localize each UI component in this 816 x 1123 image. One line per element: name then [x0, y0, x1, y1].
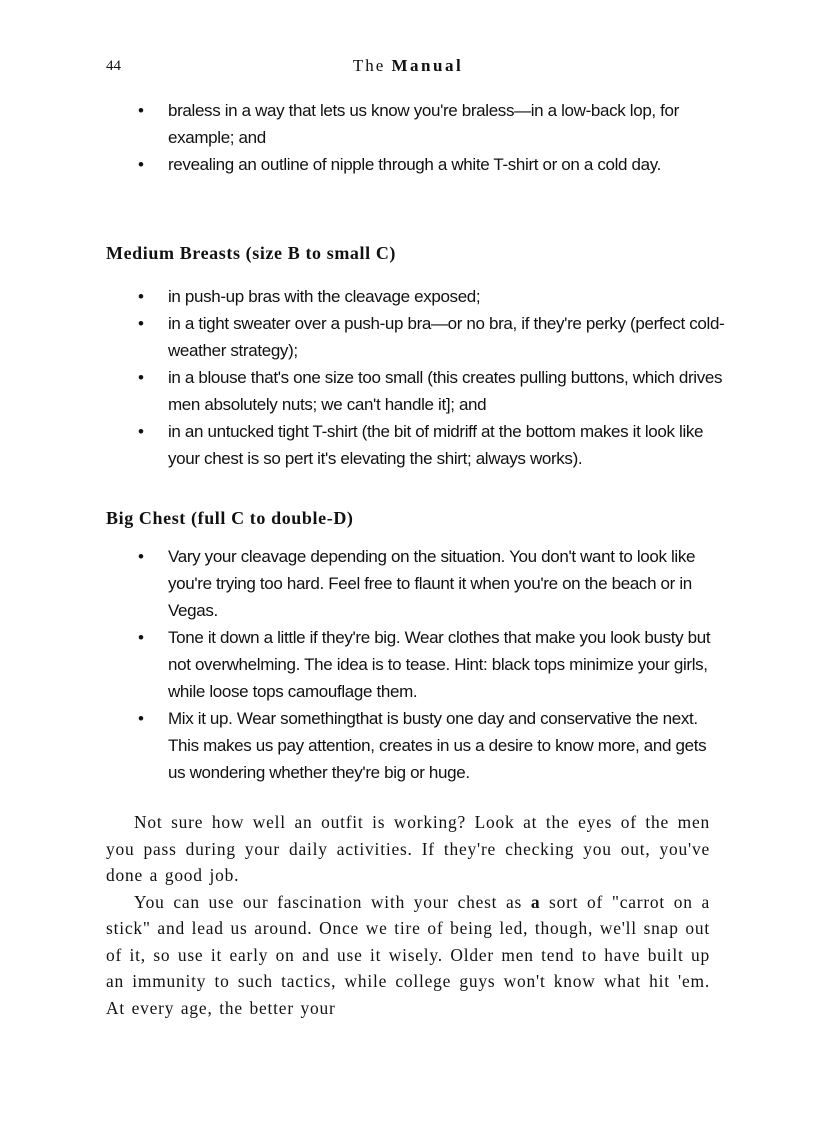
paragraph — [106, 889, 710, 1022]
list-item-text: in push-up bras with the cleavage exposed; — [168, 287, 481, 306]
bullet-icon: • — [138, 368, 144, 387]
bullet-icon: • — [138, 628, 144, 647]
bullet-list-continued — [0, 97, 816, 178]
bullet-icon: • — [138, 155, 144, 174]
page-number: 44 — [106, 58, 121, 74]
section-heading-medium: Medium Breasts (size B to small C) — [106, 243, 397, 263]
list-item — [0, 310, 816, 364]
list-item-text: braless in a way that lets us know you're braless—in a low-back lop, for example; and — [168, 101, 679, 147]
list-item — [0, 151, 816, 178]
list-item — [0, 624, 816, 705]
bullet-icon: • — [138, 287, 144, 306]
bullet-icon: • — [138, 709, 144, 728]
running-head-title: Manual — [391, 56, 464, 75]
list-item-text: revealing an outline of nipple through a white T-shirt or on a cold day. — [168, 155, 661, 174]
running-head — [0, 56, 816, 76]
bullet-icon: • — [138, 422, 144, 441]
running-head-prefix: The — [352, 56, 386, 75]
list-item-text: Tone it down a little if they're big. Wear clothes that make you look busty but not overwhelming. The idea is to tease. Hint: black tops minimize your girls, while loose tops camouflage them. — [168, 628, 711, 701]
list-item — [0, 97, 816, 151]
bullet-icon: • — [138, 547, 144, 566]
paragraph-text: sort of "carrot on a stick" and lead us around. Once we tire of being led, though, we'll snap out of it, so use it early on and use it wisely. Older men tend to have built up an immunity to such tactics, while college guys won't know what hit 'em. At every age, the better your — [106, 891, 710, 1018]
list-item-text: Vary your cleavage depending on the situation. You don't want to look like you're trying too hard. Feel free to flaunt it when you're on the beach or in Vegas. — [168, 547, 696, 620]
bullet-list-big — [0, 543, 816, 786]
bullet-icon: • — [138, 314, 144, 333]
list-item — [0, 543, 816, 624]
section-heading-big: Big Chest (full C to double-D) — [106, 508, 354, 528]
list-item — [0, 364, 816, 418]
list-item-text: in a blouse that's one size too small (this creates pulling buttons, which drives men absolutely nuts; we can't handle it]; and — [168, 368, 723, 414]
list-item — [0, 418, 816, 472]
emphasis-text: a — [530, 891, 541, 912]
bullet-list-medium — [0, 283, 816, 472]
list-item — [0, 283, 816, 310]
paragraph: Not sure how well an outfit is working? Look at the eyes of the men you pass during your daily activities. If they're checking you out, you've done a good job. — [106, 812, 710, 885]
bullet-icon: • — [138, 101, 144, 120]
list-item-text: Mix it up. Wear somethingthat is busty one day and conservative the next. This makes us pay attention, creates in us a desire to know more, and gets us wondering whether they're big or huge. — [168, 709, 707, 782]
list-item-text: in a tight sweater over a push-up bra—or no bra, if they're perky (perfect cold-weather strategy); — [168, 314, 725, 360]
list-item — [0, 705, 816, 786]
list-item-text: in an untucked tight T-shirt (the bit of midriff at the bottom makes it look like your chest is so pert it's elevating the shirt; always works). — [168, 422, 704, 468]
paragraph-text: You can use our fascination with your chest as — [134, 891, 531, 912]
body-text — [106, 809, 710, 1021]
